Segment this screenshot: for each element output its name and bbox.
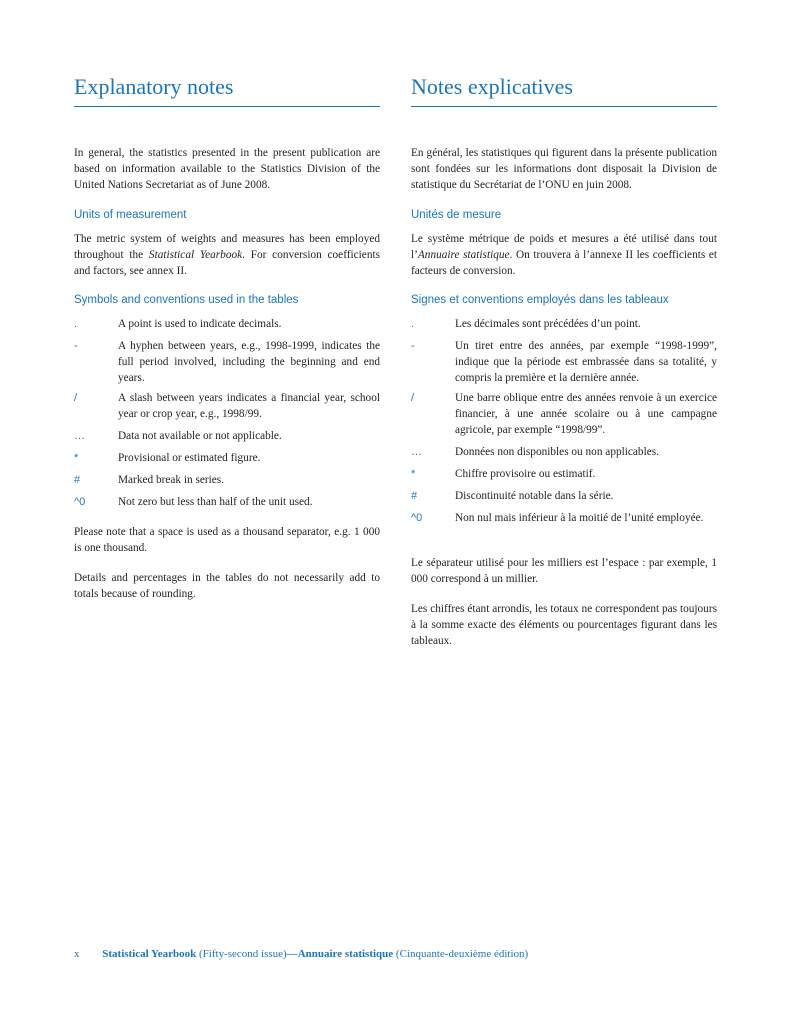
intro-paragraph-fr: En général, les statistiques qui figurent dans la présente publication sont fondées sur les informations dont disposait la Division de statistique du Secrétariat de l’ONU en juin 2008. (411, 147, 717, 191)
symbol-mark: * (411, 468, 416, 480)
intro-paragraph-en: In general, the statistics presented in the present publication are based on information available to the Statistics Division of the United Nations Secretariat as of June 2008. (74, 147, 380, 191)
annuaire-title-italic: Annuaire statistique (417, 249, 510, 261)
symbol-description: A hyphen between years, e.g., 1998-1999, indicates the full period involved, including the beginning and end years. (118, 340, 380, 384)
footer-title-en: Statistical Yearbook (102, 948, 197, 960)
symbol-description: Marked break in series. (118, 474, 225, 486)
symbol-description: Chiffre provisoire ou estimatif. (455, 468, 596, 480)
rounding-note-en: Details and percentages in the tables do not necessarily add to totals because of rounding. (74, 572, 380, 600)
units-paragraph-en: The metric system of weights and measures has been employed throughout the Statistical Yearbook. For conversion coefficients and factors, see annex II. (74, 233, 381, 277)
footer-issue-en: (Fifty-second issue) (199, 948, 287, 960)
symbol-description: Un tiret entre des années, par exemple “1998-1999”, indique que la période est embrassée dans sa totalité, y compris la première et la dernière année. (455, 340, 717, 384)
page-number: x (74, 948, 80, 960)
symbol-description: Discontinuité notable dans la série. (455, 490, 614, 502)
page-title-fr: Notes explicatives (411, 74, 573, 99)
symbol-mark: … (74, 430, 85, 442)
symbol-mark: ^0 (74, 496, 86, 508)
page-footer (74, 947, 714, 961)
symbols-heading-en: Symbols and conventions used in the tables (74, 294, 299, 306)
symbol-mark: * (74, 452, 79, 464)
symbol-description: Provisional or estimated figure. (118, 452, 261, 464)
units-paragraph-fr: Le système métrique de poids et mesures a été utilisé dans tout l’Annuaire statistique. On trouvera à l’annexe II les coefficients et facteurs de conversion. (411, 233, 717, 277)
symbol-description: Not zero but less than half of the unit used. (118, 496, 313, 508)
symbol-description: Data not available or not applicable. (118, 430, 282, 442)
footer-title-fr: Annuaire statistique (297, 948, 394, 960)
units-heading-fr: Unités de mesure (411, 209, 502, 221)
symbol-description: A point is used to indicate decimals. (118, 318, 282, 330)
yearbook-title-italic: Statistical Yearbook (148, 249, 243, 261)
units-heading-en: Units of measurement (74, 209, 187, 221)
symbol-mark: ^0 (411, 512, 423, 524)
symbol-mark: . (74, 318, 78, 330)
title-rule-fr (411, 106, 717, 107)
symbol-mark: # (411, 490, 418, 502)
symbol-mark: - (411, 340, 415, 352)
symbol-mark: … (411, 446, 422, 458)
title-rule-en (74, 106, 380, 107)
symbol-description: Données non disponibles ou non applicables. (455, 446, 659, 458)
symbol-mark: / (74, 392, 78, 404)
symbol-mark: . (411, 318, 415, 330)
symbol-description: Les décimales sont précédées d’un point. (455, 318, 641, 330)
symbol-mark: / (411, 392, 415, 404)
symbol-description: Non nul mais inférieur à la moitié de l’unité employée. (455, 512, 704, 524)
footer-separator: — (286, 948, 298, 960)
separator-note-fr: Le séparateur utilisé pour les milliers est l’espace : par exemple, 1 000 correspond à un millier. (411, 557, 717, 585)
footer-issue-fr: (Cinquante-deuxième édition) (395, 948, 529, 960)
page-title-en: Explanatory notes (74, 74, 234, 99)
separator-note-en: Please note that a space is used as a thousand separator, e.g. 1 000 is one thousand. (74, 526, 380, 554)
symbol-mark: - (74, 340, 78, 352)
rounding-note-fr: Les chiffres étant arrondis, les totaux ne correspondent pas toujours à la somme exacte des éléments ou pourcentages figurant dans les tableaux. (411, 603, 717, 647)
symbol-mark: # (74, 474, 81, 486)
symbol-description: Une barre oblique entre des années renvoie à un exercice financier, à une année scolaire ou à une campagne agricole, par exemple “1998/99”. (455, 392, 717, 436)
symbol-description: A slash between years indicates a financial year, school year or crop year, e.g., 1998/99. (118, 392, 380, 420)
symbols-heading-fr: Signes et conventions employés dans les tableaux (411, 294, 669, 306)
